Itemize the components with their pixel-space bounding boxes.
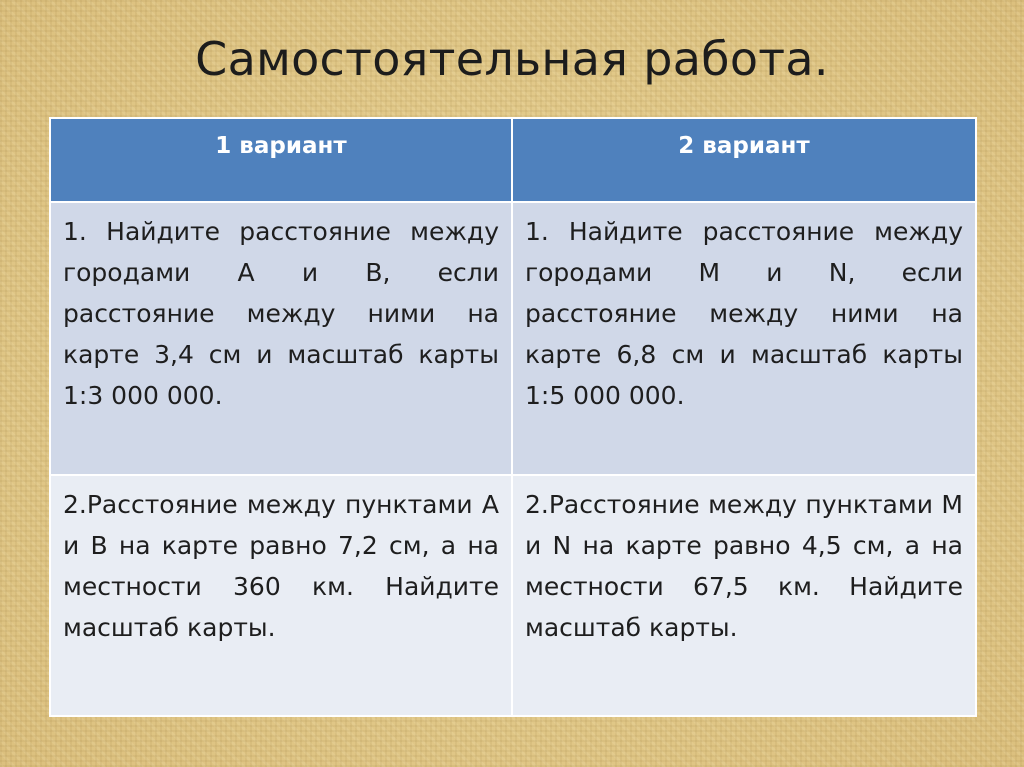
task-1-variant-1: 1. Найдите расстояние между городами А и В, если расстояние между ними на карте 3,4 см и масштаб карты 1:3 000 000. [50,202,512,475]
task-table [49,117,977,717]
table-row [50,475,976,716]
header-variant-1: 1 вариант [50,118,512,202]
task-1-variant-2: 1. Найдите расстояние между городами M и N, если расстояние между ними на карте 6,8 см и масштаб карты 1:5 000 000. [512,202,976,475]
task-2-variant-1: 2.Расстояние между пунктами А и В на карте равно 7,2 см, а на местности 360 км. Найдите масштаб карты. [50,475,512,716]
header-row [50,118,976,202]
task-2-variant-2: 2.Расстояние между пунктами M и N на карте равно 4,5 см, а на местности 67,5 км. Найдите масштаб карты. [512,475,976,716]
table-row [50,202,976,475]
slide-title: Самостоятельная работа. [195,32,829,86]
header-variant-2: 2 вариант [512,118,976,202]
